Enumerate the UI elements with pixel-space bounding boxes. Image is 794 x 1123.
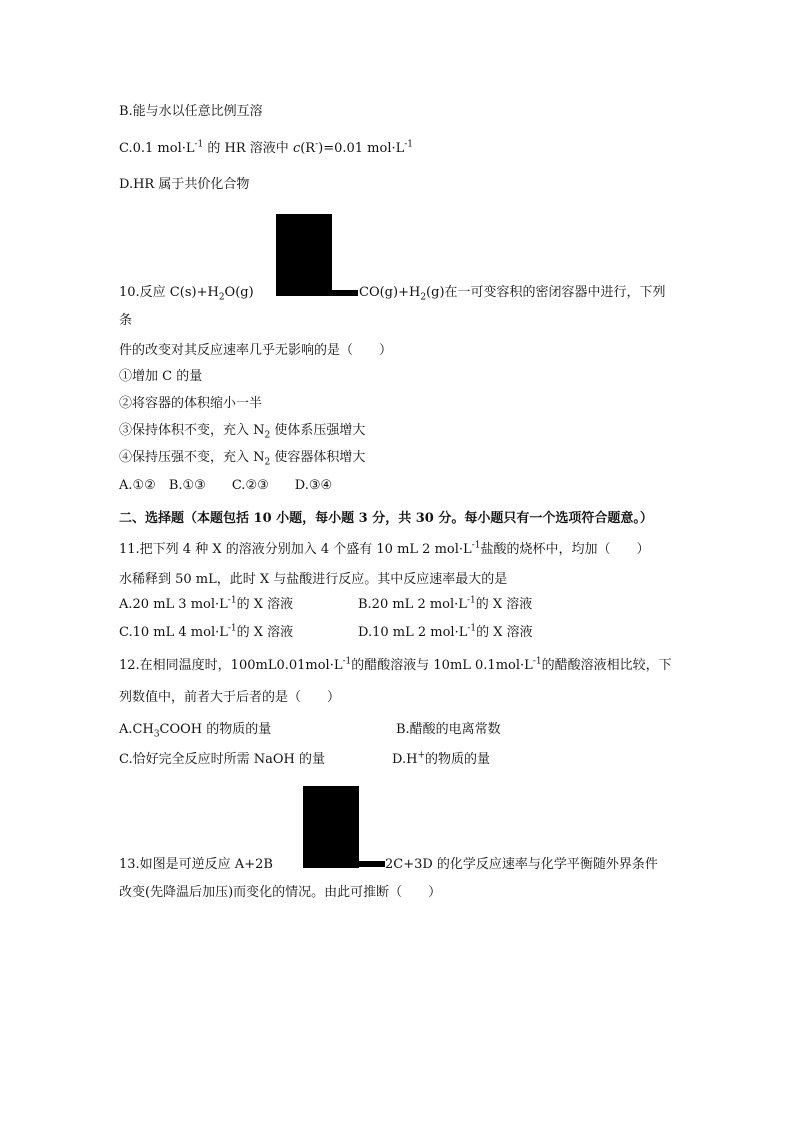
text: COOH 的物质的量 bbox=[159, 722, 272, 737]
q13-stem-part2: 2C+3D 的化学反应速率与化学平衡随外界条件 bbox=[385, 857, 658, 872]
text: B.20 mL 2 mol·L bbox=[358, 597, 467, 612]
text: 10.反应 C(s)+H bbox=[119, 285, 219, 300]
reversible-arrow-image-2-tail bbox=[344, 861, 385, 867]
italic-c: c bbox=[292, 141, 301, 156]
text: 的醋酸溶液相比较，下 bbox=[541, 658, 672, 673]
text: 使体系压强增大 bbox=[270, 423, 366, 438]
q11-option-b bbox=[358, 597, 532, 613]
section-2-title: 二、选择题（本题包括 10 小题，每小题 3 分，共 30 分。每小题只有一个选项符合题意。） bbox=[119, 511, 653, 526]
text: 的物质的量 bbox=[424, 752, 490, 767]
sub: 2 bbox=[264, 457, 271, 468]
q11-stem-line1 bbox=[119, 542, 649, 558]
text: A.20 mL 3 mol·L bbox=[119, 597, 228, 612]
q11-stem-line2: 水稀释到 50 mL，此时 X 与盐酸进行反应。其中反应速率最大的是 bbox=[119, 572, 508, 587]
q9-option-d: D.HR 属于共价化合物 bbox=[119, 177, 250, 192]
sub: 2 bbox=[218, 292, 225, 303]
q10-item-3 bbox=[119, 423, 365, 439]
text: 的 X 溶液 bbox=[475, 597, 533, 612]
sup: -1 bbox=[194, 139, 204, 150]
q12-option-a bbox=[119, 722, 271, 738]
q13-stem-part1: 13.如图是可逆反应 A+2B bbox=[119, 857, 273, 872]
q12-stem-line1 bbox=[119, 658, 672, 674]
text: )=0.01 mol·L bbox=[318, 141, 405, 156]
q10-stem-line2: 件的改变对其反应速率几乎无影响的是（ ） bbox=[119, 343, 393, 358]
sup: -1 bbox=[466, 595, 476, 606]
text: ③保持体积不变，充入 N bbox=[119, 423, 265, 438]
text: O(g) bbox=[224, 285, 254, 300]
sup: - bbox=[315, 139, 319, 150]
q10-stem-wrap: 条 bbox=[119, 313, 133, 328]
q12-option-d bbox=[392, 752, 490, 768]
q10-stem-part2 bbox=[359, 285, 666, 301]
q12-option-b: B.醋酸的电离常数 bbox=[396, 722, 501, 737]
text: (g)在一可变容积的密闭容器中进行，下列 bbox=[426, 285, 666, 300]
sub: 3 bbox=[153, 729, 160, 740]
text: C.10 mL 4 mol·L bbox=[119, 625, 228, 640]
text: 的醋酸溶液与 10mL 0.1mol·L bbox=[351, 658, 533, 673]
q9-option-c bbox=[119, 141, 413, 157]
text: CO(g)+H bbox=[359, 285, 421, 300]
sup: -1 bbox=[471, 540, 481, 551]
sub: 2 bbox=[420, 292, 427, 303]
sup: -1 bbox=[404, 139, 414, 150]
text: 的 X 溶液 bbox=[476, 625, 533, 640]
reversible-arrow-image bbox=[276, 214, 332, 296]
text: (R bbox=[300, 141, 316, 156]
text: C.0.1 mol·L bbox=[119, 141, 195, 156]
text: D.10 mL 2 mol·L bbox=[358, 625, 468, 640]
sup: -1 bbox=[342, 656, 352, 667]
reversible-arrow-image-2 bbox=[303, 786, 359, 868]
text: 的 X 溶液 bbox=[236, 625, 294, 640]
text: 的 HR 溶液中 bbox=[203, 141, 293, 156]
sup: -1 bbox=[227, 623, 237, 634]
sup: -1 bbox=[227, 595, 237, 606]
q11-option-d bbox=[358, 625, 533, 641]
q9-option-b: B.能与水以任意比例互溶 bbox=[119, 104, 263, 119]
q12-stem-line2: 列数值中，前者大于后者的是（ ） bbox=[119, 690, 341, 705]
text: 的 X 溶液 bbox=[236, 597, 294, 612]
text: ④保持压强不变，充入 N bbox=[119, 450, 265, 465]
text: 11.把下列 4 种 X 的溶液分别加入 4 个盛有 10 mL 2 mol·L bbox=[119, 542, 472, 557]
q10-item-2: ②将容器的体积缩小一半 bbox=[119, 396, 263, 411]
q13-stem-line2: 改变(先降温后加压)而变化的情况。由此可推断（ ） bbox=[119, 885, 442, 900]
text: A.CH bbox=[119, 722, 154, 737]
q11-option-c bbox=[119, 625, 293, 641]
q10-item-4 bbox=[119, 450, 365, 466]
q11-option-a bbox=[119, 597, 293, 613]
sup: + bbox=[417, 750, 425, 761]
sup: -1 bbox=[467, 623, 477, 634]
q10-options: A.①② B.①③ C.②③ D.③④ bbox=[119, 478, 333, 493]
reversible-arrow-image-tail bbox=[318, 290, 358, 296]
text: D.H bbox=[392, 752, 418, 767]
text: 盐酸的烧杯中，均加（ ） bbox=[480, 542, 650, 557]
text: 使容器体积增大 bbox=[270, 450, 366, 465]
sub: 2 bbox=[264, 430, 271, 441]
q10-item-1: ①增加 C 的量 bbox=[119, 369, 203, 384]
q12-option-c: C.恰好完全反应时所需 NaOH 的量 bbox=[119, 752, 326, 767]
text: 12.在相同温度时，100mL0.01mol·L bbox=[119, 658, 343, 673]
sup: -1 bbox=[532, 656, 542, 667]
q10-stem-part1 bbox=[119, 285, 254, 301]
